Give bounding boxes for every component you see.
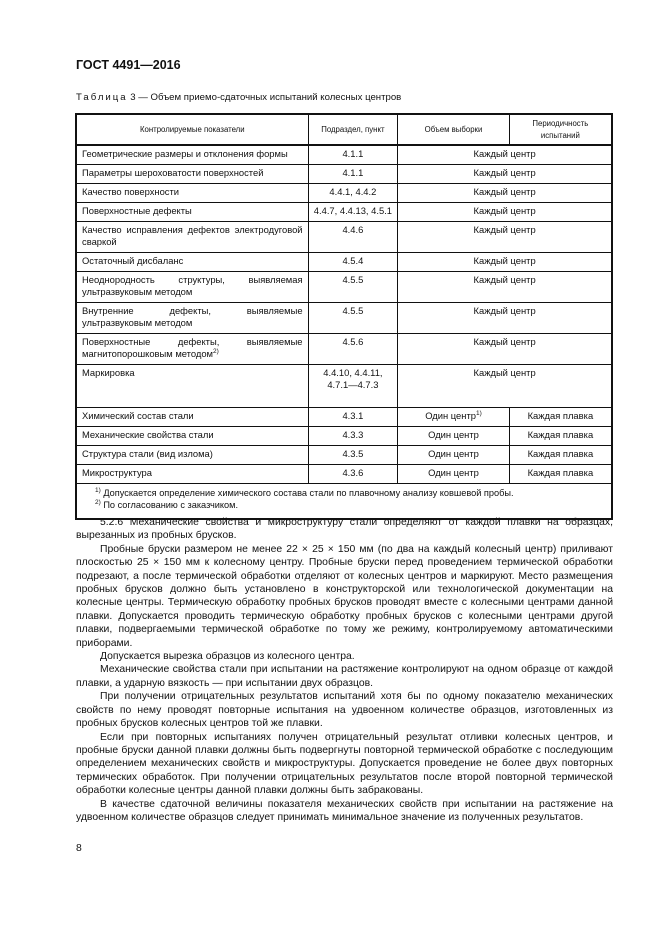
cell-indicator-text: Неоднородность структуры, выявляемая ультразвуковым методом [82,274,303,297]
cell-indicator [76,465,308,484]
document-code: ГОСТ 4491—2016 [76,58,181,72]
cell-indicator [76,253,308,272]
table-row [76,165,612,184]
cell-sample-merged [398,203,612,222]
cell-indicator [76,365,308,408]
table-row [76,253,612,272]
table-row [76,446,612,465]
table-header-row [76,114,612,145]
cell-sample-merged [398,272,612,303]
table-row [76,145,612,165]
cell-section [308,145,398,165]
footnote-mark: 1) [95,486,101,494]
cell-indicator [76,272,308,303]
footnote-ref: 1) [475,409,482,417]
cell-section [308,203,398,222]
cell-periodicity [509,408,612,427]
cell-section [308,184,398,203]
acceptance-tests-table [75,113,613,520]
table-row [76,365,612,408]
cell-sample-merged-text: Каждый центр [473,305,536,316]
table-row [76,203,612,222]
cell-indicator [76,408,308,427]
cell-sample-merged [398,253,612,272]
cell-section [308,165,398,184]
cell-indicator [76,427,308,446]
cell-periodicity-text: Каждая плавка [527,410,594,421]
cell-section [308,222,398,253]
cell-indicator-text: Остаточный дисбаланс [82,255,184,266]
cell-sample-text: Один центр [428,467,479,478]
cell-sample-merged-text: Каждый центр [473,205,536,216]
cell-section-text: 4.5.5 [342,274,364,285]
cell-section [308,465,398,484]
cell-indicator [76,303,308,334]
cell-indicator-text: Параметры шероховатости поверхностей [82,167,264,178]
cell-section-text: 4.3.6 [342,467,364,478]
cell-sample-text: Один центр [425,410,476,421]
cell-sample [398,427,509,446]
column-header-section: Подраздел, пункт [308,114,398,145]
paragraph: Пробные бруски размером не менее 22 × 25 × 150 мм (по два на каждый колесный центр) приливают плоскостью 25 × 150 мм к колесному центру. Пробные бруски перед проведением термической обработки подрезают, а после термической обработки отделяют от колесных центров и маркируют. Место размещения пробных брусков должно быть установлено в конструкторской или технологической документации на колесные центры. Термическую обработку пробных брусков проводят вместе с колесными центрами данной плавки. Допускается проводить термическую обработку пробных брусков с колесными центрами другой плавки, подвергаемыми термической обработке по тому же режиму, контролируемому автоматическими приборами. [76,543,613,649]
table-row [76,184,612,203]
table-row [76,222,612,253]
cell-sample-merged-text: Каждый центр [473,255,536,266]
cell-section [308,334,398,365]
cell-indicator [76,446,308,465]
cell-indicator-text: Маркировка [82,367,135,378]
cell-section [308,427,398,446]
cell-periodicity-text: Каждая плавка [527,467,594,478]
footnote-mark: 2) [95,498,101,506]
cell-sample-merged-text: Каждый центр [473,224,536,235]
paragraph: Допускается вырезка образцов из колесного центра. [100,651,355,663]
cell-section [308,303,398,334]
cell-indicator-text: Поверхностные дефекты, выявляемые магнитопорошковым методом [82,336,303,359]
cell-sample-merged-text: Каждый центр [473,367,536,378]
table-row [76,272,612,303]
cell-sample-merged-text: Каждый центр [473,148,536,159]
cell-indicator-text: Химический состав стали [82,410,194,421]
cell-sample-merged [398,165,612,184]
cell-indicator [76,145,308,165]
cell-sample-merged [398,222,612,253]
cell-indicator-text: Качество исправления дефектов электродуговой сваркой [82,224,303,247]
cell-sample-text: Один центр [428,429,479,440]
column-header-periodicity: Периодичность испытаний [509,114,612,145]
table-row [76,427,612,446]
cell-section-text: 4.3.1 [342,410,364,421]
cell-section-text: 4.4.7, 4.4.13, 4.5.1 [313,205,392,216]
cell-section-text: 4.3.5 [342,448,364,459]
cell-indicator-text: Структура стали (вид излома) [82,448,213,459]
footnote-text: Допускается определение химического состава стали по плавочному анализу ковшевой пробы. [100,488,514,498]
cell-periodicity-text: Каждая плавка [527,448,594,459]
cell-sample-merged-text: Каждый центр [473,186,536,197]
column-header-indicator: Контролируемые показатели [76,114,308,145]
cell-section [308,272,398,303]
cell-sample-merged-text: Каждый центр [473,167,536,178]
cell-indicator [76,184,308,203]
cell-section [308,365,398,408]
cell-sample-merged [398,334,612,365]
paragraph: Если при повторных испытаниях получен отрицательный результат отливки колесных центров, и пробные бруски данной плавки должны быть подвергнуты повторной термической обработке с последующим определением механических свойств и микроструктуры. Допускается проведение не более двух повторных термических обработок. При получении отрицательных результатов после второй повторной термической обработки колесные центры данной плавки должны быть забракованы. [76,731,613,797]
cell-periodicity-text: Каждая плавка [527,429,594,440]
cell-section-text: 4.1.1 [342,167,364,178]
footnote-ref: 2) [213,347,219,355]
cell-indicator [76,165,308,184]
table-body [76,145,612,484]
paragraph: 5.2.6 Механические свойства и микроструктуру стали определяют от каждой плавки на образцах, вырезанных из пробных брусков. [76,517,613,542]
footnote-2 [95,499,605,511]
cell-sample-merged [398,145,612,165]
cell-section-text: 4.5.5 [342,305,364,316]
cell-section-text: 4.5.6 [342,336,364,347]
cell-periodicity [509,427,612,446]
table-footnotes [76,484,612,520]
cell-sample-merged-text: Каждый центр [473,336,536,347]
cell-indicator-text: Поверхностные дефекты [82,205,192,216]
page-number: 8 [76,843,82,854]
cell-sample [398,408,509,427]
paragraph: Механические свойства стали при испытании на растяжение контролируют на одном образце от каждой плавки, а ударную вязкость — при испытании двух образцов. [76,664,613,689]
table-caption-title: 3 — Объем приемо-сдаточных испытаний колесных центров [127,92,402,103]
cell-sample-merged [398,184,612,203]
table-row [76,303,612,334]
cell-sample-merged [398,303,612,334]
cell-section-text: 4.3.3 [342,429,364,440]
cell-indicator-text: Микроструктура [82,467,152,478]
cell-sample-merged-text: Каждый центр [473,274,536,285]
cell-periodicity [509,465,612,484]
table-footnotes-row [76,484,612,520]
cell-indicator-text: Качество поверхности [82,186,180,197]
column-header-sample: Объем выборки [398,114,509,145]
cell-sample [398,446,509,465]
table-row [76,334,612,365]
cell-indicator-text: Внутренние дефекты, выявляемые ультразвуковым методом [82,305,303,328]
table-row [76,408,612,427]
paragraph: При получении отрицательных результатов испытаний хотя бы по одному показателю механических свойств по нему проводят повторные испытания на удвоенном количестве образцов, изготовленных из пробных брусков колесных центров той же плавки. [76,691,613,730]
cell-section-text: 4.5.4 [342,255,364,266]
cell-sample-text: Один центр [428,448,479,459]
cell-section-text: 4.4.10, 4.4.11, 4.7.1—4.7.3 [323,367,383,390]
cell-indicator-text: Геометрические размеры и отклонения формы [82,148,288,159]
cell-periodicity [509,446,612,465]
cell-indicator-text: Механические свойства стали [82,429,214,440]
paragraph: В качестве сдаточной величины показателя механических свойств при испытании на растяжение на удвоенном количестве образцов следует принимать минимальное значение из полученных результатов. [76,798,613,823]
cell-section [308,408,398,427]
footnote-text: По согласованию с заказчиком. [100,500,238,510]
cell-indicator [76,203,308,222]
cell-section-text: 4.4.1, 4.4.2 [329,186,377,197]
table-caption-label: Таблица [76,92,128,103]
cell-section [308,253,398,272]
cell-sample-merged [398,365,612,408]
cell-section-text: 4.1.1 [342,148,364,159]
body-text [76,516,613,824]
cell-sample [398,465,509,484]
cell-section [308,446,398,465]
table-caption [76,92,401,103]
cell-section-text: 4.4.6 [342,224,364,235]
table-row [76,465,612,484]
cell-indicator [76,222,308,253]
footnote-1 [95,487,605,499]
cell-indicator [76,334,308,365]
